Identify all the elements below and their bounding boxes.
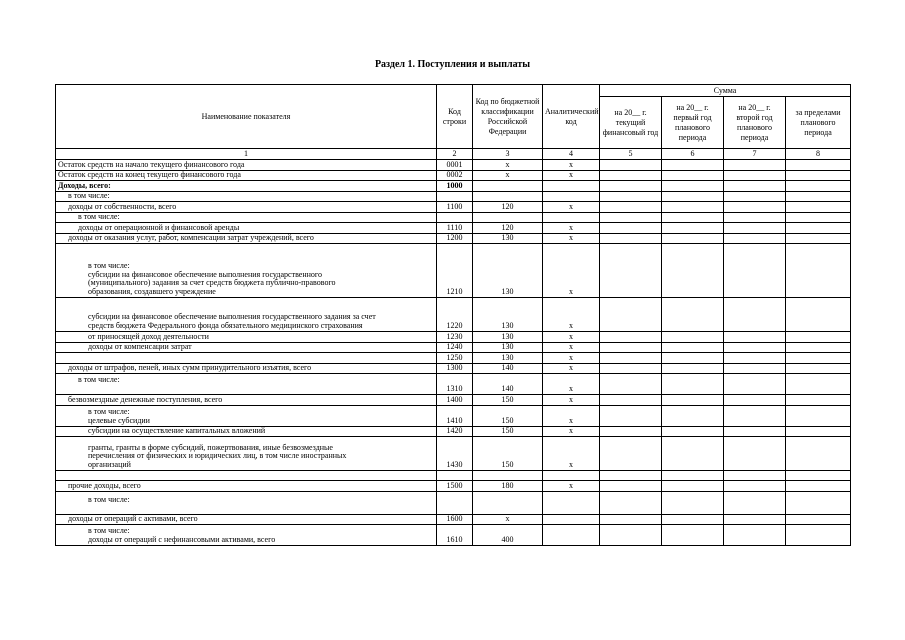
indicator-name [56, 298, 437, 332]
header-row-code: Код строки [437, 85, 473, 149]
table-row [56, 363, 851, 374]
amount-cell-col6[interactable] [662, 212, 724, 223]
indicator-name [56, 202, 437, 213]
indicator-name-line [78, 385, 434, 394]
row-code: 1200 [437, 233, 473, 244]
amount-cell-col7[interactable] [724, 298, 786, 332]
row-code: 1210 [437, 244, 473, 298]
table-row [56, 342, 851, 353]
amount-cell-col6[interactable] [662, 471, 724, 481]
table-row [56, 471, 851, 481]
amount-cell-col6[interactable] [662, 223, 724, 234]
budget-class-code: 140 [473, 374, 543, 395]
table-row [56, 353, 851, 364]
budget-class-code: 120 [473, 223, 543, 234]
amount-cell-col5[interactable] [600, 298, 662, 332]
table-row [56, 191, 851, 202]
indicator-name-line: от приносящей доход деятельности [88, 331, 209, 341]
amount-cell-col5[interactable] [600, 223, 662, 234]
row-code: 1100 [437, 202, 473, 213]
amount-cell-col8[interactable] [786, 514, 851, 525]
table-row [56, 202, 851, 213]
amount-cell-col5[interactable] [600, 170, 662, 181]
amount-cell-col8[interactable] [786, 244, 851, 298]
budget-class-code: x [473, 514, 543, 525]
amount-cell-col5[interactable] [600, 426, 662, 437]
amount-cell-col8[interactable] [786, 525, 851, 546]
budget-class-code: 140 [473, 363, 543, 374]
table-row [56, 212, 851, 223]
analytic-code [543, 514, 600, 525]
amount-cell-col7[interactable] [724, 223, 786, 234]
amount-cell-col6[interactable] [662, 437, 724, 471]
row-code: 1250 [437, 353, 473, 364]
indicator-name-line: прочие доходы, всего [68, 480, 141, 490]
amount-cell-col8[interactable] [786, 298, 851, 332]
indicator-name [56, 212, 437, 223]
amount-cell-col6[interactable] [662, 426, 724, 437]
analytic-code: x [543, 481, 600, 492]
amount-cell-col5[interactable] [600, 244, 662, 298]
amount-cell-col6[interactable] [662, 491, 724, 514]
row-code: 1410 [437, 405, 473, 426]
amount-cell-col8[interactable] [786, 342, 851, 353]
budget-class-code: 150 [473, 426, 543, 437]
amount-cell-col8[interactable] [786, 363, 851, 374]
colnum: 2 [437, 149, 473, 160]
amount-cell-col8[interactable] [786, 405, 851, 426]
analytic-code: x [543, 342, 600, 353]
amount-cell-col8[interactable] [786, 353, 851, 364]
amount-cell-col6[interactable] [662, 202, 724, 213]
indicator-name-line: доходы от штрафов, пеней, иных сумм принудительного изъятия, всего [68, 363, 312, 373]
row-code [437, 212, 473, 223]
amount-cell-col6[interactable] [662, 481, 724, 492]
amount-cell-col7[interactable] [724, 363, 786, 374]
indicator-name [56, 223, 437, 234]
analytic-code [543, 191, 600, 202]
indicator-name-line: доходы от оказания услуг, работ, компенсации затрат учреждений, всего [68, 233, 314, 243]
table-row [56, 481, 851, 492]
amount-cell-col8[interactable] [786, 233, 851, 244]
row-code: 1300 [437, 363, 473, 374]
indicator-name [56, 342, 437, 353]
amount-cell-col7[interactable] [724, 181, 786, 192]
amount-cell-col7[interactable] [724, 437, 786, 471]
amount-cell-col8[interactable] [786, 160, 851, 171]
indicator-name-line: целевые субсидии [88, 415, 150, 425]
analytic-code: x [543, 363, 600, 374]
table-row [56, 298, 851, 332]
amount-cell-col5[interactable] [600, 212, 662, 223]
indicator-name [56, 191, 437, 202]
indicator-name [56, 437, 437, 471]
colnum: 8 [786, 149, 851, 160]
budget-class-code: 150 [473, 437, 543, 471]
amount-cell-col5[interactable] [600, 332, 662, 343]
row-code: 1110 [437, 223, 473, 234]
amount-cell-col8[interactable] [786, 191, 851, 202]
analytic-code: x [543, 233, 600, 244]
amount-cell-col6[interactable] [662, 244, 724, 298]
amount-cell-col5[interactable] [600, 491, 662, 514]
indicator-name-line: субсидии на осуществление капитальных вложений [88, 426, 266, 436]
amount-cell-col8[interactable] [786, 395, 851, 406]
indicator-name-line: Остаток средств на конец текущего финансового года [58, 170, 241, 180]
amount-cell-col7[interactable] [724, 395, 786, 406]
analytic-code: x [543, 298, 600, 332]
row-code [437, 491, 473, 514]
budget-class-code [473, 491, 543, 514]
analytic-code: x [543, 332, 600, 343]
indicator-name [56, 525, 437, 546]
amount-cell-col6[interactable] [662, 342, 724, 353]
indicator-name-line: доходы от операций с активами, всего [68, 514, 198, 524]
receipts-payments-table [55, 84, 851, 546]
budget-class-code: 180 [473, 481, 543, 492]
table-row [56, 437, 851, 471]
amount-cell-col5[interactable] [600, 233, 662, 244]
budget-class-code: 400 [473, 525, 543, 546]
header-amount: Сумма [600, 85, 851, 97]
amount-cell-col6[interactable] [662, 191, 724, 202]
analytic-code: x [543, 374, 600, 395]
indicator-name [56, 353, 437, 364]
analytic-code: x [543, 160, 600, 171]
analytic-code: x [543, 202, 600, 213]
amount-cell-col8[interactable] [786, 212, 851, 223]
analytic-code: x [543, 426, 600, 437]
indicator-name-line: субсидии на финансовое обеспечение выполнения государственного [88, 269, 323, 279]
row-code: 1500 [437, 481, 473, 492]
amount-cell-col5[interactable] [600, 405, 662, 426]
budget-class-code: 130 [473, 298, 543, 332]
colnum: 7 [724, 149, 786, 160]
amount-cell-col8[interactable] [786, 471, 851, 481]
table-row [56, 405, 851, 426]
amount-cell-col8[interactable] [786, 223, 851, 234]
amount-cell-col7[interactable] [724, 202, 786, 213]
table-row [56, 395, 851, 406]
amount-cell-col7[interactable] [724, 191, 786, 202]
header-col8: за пределами планового периода [786, 97, 851, 149]
amount-cell-col5[interactable] [600, 437, 662, 471]
indicator-name-line: гранты, гранты в форме субсидий, пожертвования, иные безвозмездные [88, 442, 333, 452]
table-row [56, 233, 851, 244]
amount-cell-col6[interactable] [662, 374, 724, 395]
table-row [56, 181, 851, 192]
budget-class-code [473, 212, 543, 223]
amount-cell-col5[interactable] [600, 191, 662, 202]
indicator-name-line [88, 354, 434, 363]
indicator-name-line: образования, создавшего учреждение [88, 287, 216, 297]
amount-cell-col5[interactable] [600, 395, 662, 406]
indicator-name [56, 233, 437, 244]
row-code: 1400 [437, 395, 473, 406]
table-row [56, 426, 851, 437]
indicator-name-line: безвозмездные денежные поступления, всего [68, 394, 223, 404]
budget-class-code: 130 [473, 233, 543, 244]
indicator-name [56, 514, 437, 525]
amount-cell-col6[interactable] [662, 405, 724, 426]
amount-cell-col6[interactable] [662, 525, 724, 546]
amount-cell-col7[interactable] [724, 332, 786, 343]
colnum: 4 [543, 149, 600, 160]
indicator-name [56, 244, 437, 298]
row-code: 1610 [437, 525, 473, 546]
amount-cell-col6[interactable] [662, 332, 724, 343]
amount-cell-col7[interactable] [724, 525, 786, 546]
amount-cell-col8[interactable] [786, 437, 851, 471]
indicator-name-line: в том числе: [88, 406, 130, 416]
amount-cell-col7[interactable] [724, 405, 786, 426]
analytic-code: x [543, 223, 600, 234]
header-analytic-code: Аналитический код [543, 85, 600, 149]
colnum: 6 [662, 149, 724, 160]
indicator-name-line: перечисления от физических и юридических лиц, в том числе иностранных [88, 451, 347, 461]
row-code: 1230 [437, 332, 473, 343]
budget-class-code: 130 [473, 342, 543, 353]
amount-cell-col7[interactable] [724, 374, 786, 395]
row-code: 0001 [437, 160, 473, 171]
amount-cell-col5[interactable] [600, 181, 662, 192]
amount-cell-col7[interactable] [724, 212, 786, 223]
amount-cell-col7[interactable] [724, 481, 786, 492]
amount-cell-col5[interactable] [600, 514, 662, 525]
table-row [56, 525, 851, 546]
analytic-code: x [543, 244, 600, 298]
amount-cell-col5[interactable] [600, 342, 662, 353]
indicator-name-line: доходы от операционной и финансовой аренды [78, 222, 240, 232]
amount-cell-col6[interactable] [662, 170, 724, 181]
amount-cell-col7[interactable] [724, 342, 786, 353]
indicator-name [56, 395, 437, 406]
table-row [56, 170, 851, 181]
amount-cell-col7[interactable] [724, 353, 786, 364]
row-code [437, 191, 473, 202]
indicator-name [56, 332, 437, 343]
header-name: Наименование показателя [56, 85, 437, 149]
indicator-name-line: (муниципального) задания за счет средств бюджета публично-правового [88, 278, 336, 288]
amount-cell-col6[interactable] [662, 363, 724, 374]
amount-cell-col8[interactable] [786, 332, 851, 343]
amount-cell-col8[interactable] [786, 181, 851, 192]
table-row [56, 491, 851, 514]
colnum: 5 [600, 149, 662, 160]
budget-class-code: x [473, 160, 543, 171]
budget-class-code: 130 [473, 332, 543, 343]
indicator-name-line: организаций [88, 460, 131, 470]
analytic-code: x [543, 437, 600, 471]
colnum: 3 [473, 149, 543, 160]
indicator-name-line: доходы от операций с нефинансовыми активами, всего [88, 535, 276, 545]
analytic-code [543, 212, 600, 223]
amount-cell-col6[interactable] [662, 298, 724, 332]
indicator-name-line: в том числе: [78, 375, 120, 385]
indicator-name [56, 405, 437, 426]
budget-class-code: 130 [473, 244, 543, 298]
amount-cell-col6[interactable] [662, 514, 724, 525]
row-code [437, 471, 473, 481]
budget-class-code: 150 [473, 405, 543, 426]
row-code: 1600 [437, 514, 473, 525]
analytic-code [543, 525, 600, 546]
amount-cell-col6[interactable] [662, 395, 724, 406]
amount-cell-col5[interactable] [600, 363, 662, 374]
amount-cell-col5[interactable] [600, 353, 662, 364]
indicator-name-line: доходы от компенсации затрат [88, 342, 192, 352]
amount-cell-col7[interactable] [724, 491, 786, 514]
indicator-name [56, 481, 437, 492]
amount-cell-col5[interactable] [600, 160, 662, 171]
indicator-name-line: в том числе: [68, 191, 110, 201]
row-code: 1000 [437, 181, 473, 192]
indicator-name [56, 181, 437, 192]
amount-cell-col8[interactable] [786, 481, 851, 492]
amount-cell-col6[interactable] [662, 353, 724, 364]
amount-cell-col7[interactable] [724, 170, 786, 181]
amount-cell-col6[interactable] [662, 181, 724, 192]
header-budget-code: Код по бюджетной классификации Российской Федерации [473, 85, 543, 149]
budget-class-code: 120 [473, 202, 543, 213]
analytic-code [543, 181, 600, 192]
amount-cell-col7[interactable] [724, 160, 786, 171]
indicator-name [56, 160, 437, 171]
analytic-code: x [543, 353, 600, 364]
indicator-name-line: Доходы, всего: [58, 180, 111, 190]
table-row [56, 332, 851, 343]
table-row [56, 160, 851, 171]
analytic-code: x [543, 405, 600, 426]
table-row [56, 514, 851, 525]
budget-class-code [473, 191, 543, 202]
amount-cell-col8[interactable] [786, 491, 851, 514]
table-row [56, 223, 851, 234]
indicator-name [56, 170, 437, 181]
amount-cell-col6[interactable] [662, 160, 724, 171]
indicator-name [56, 471, 437, 481]
indicator-name-line [58, 471, 434, 480]
column-numbers-row [56, 149, 851, 160]
analytic-code: x [543, 170, 600, 181]
indicator-name-line: в том числе: [88, 526, 130, 536]
amount-cell-col8[interactable] [786, 170, 851, 181]
budget-class-code [473, 471, 543, 481]
table-row [56, 244, 851, 298]
budget-class-code: 130 [473, 353, 543, 364]
indicator-name-line: в том числе: [88, 260, 130, 270]
indicator-name [56, 374, 437, 395]
amount-cell-col5[interactable] [600, 471, 662, 481]
amount-cell-col8[interactable] [786, 374, 851, 395]
indicator-name-line: в том числе: [88, 494, 130, 504]
amount-cell-col8[interactable] [786, 426, 851, 437]
budget-class-code: 150 [473, 395, 543, 406]
header-col5: на 20__ г. текущий финансовый год [600, 97, 662, 149]
amount-cell-col7[interactable] [724, 244, 786, 298]
row-code: 1420 [437, 426, 473, 437]
header-col7: на 20__ г. второй год планового периода [724, 97, 786, 149]
analytic-code: x [543, 395, 600, 406]
amount-cell-col5[interactable] [600, 525, 662, 546]
amount-cell-col6[interactable] [662, 233, 724, 244]
amount-cell-col7[interactable] [724, 514, 786, 525]
amount-cell-col5[interactable] [600, 481, 662, 492]
amount-cell-col7[interactable] [724, 233, 786, 244]
row-code: 1240 [437, 342, 473, 353]
row-code: 0002 [437, 170, 473, 181]
table-row [56, 374, 851, 395]
row-code: 1220 [437, 298, 473, 332]
section-title: Раздел 1. Поступления и выплаты [374, 59, 531, 70]
budget-class-code [473, 181, 543, 192]
indicator-name-line: Остаток средств на начало текущего финансового года [58, 159, 245, 169]
colnum: 1 [56, 149, 437, 160]
amount-cell-col7[interactable] [724, 426, 786, 437]
budget-class-code: x [473, 170, 543, 181]
indicator-name-line: в том числе: [78, 212, 120, 222]
indicator-name [56, 363, 437, 374]
indicator-name-line: доходы от собственности, всего [68, 201, 177, 211]
header-col6: на 20__ г. первый год планового периода [662, 97, 724, 149]
amount-cell-col5[interactable] [600, 374, 662, 395]
amount-cell-col5[interactable] [600, 202, 662, 213]
analytic-code [543, 471, 600, 481]
indicator-name [56, 491, 437, 514]
row-code: 1430 [437, 437, 473, 471]
row-code: 1310 [437, 374, 473, 395]
amount-cell-col8[interactable] [786, 202, 851, 213]
analytic-code [543, 491, 600, 514]
indicator-name-line [88, 505, 434, 514]
indicator-name-line: средств бюджета Федерального фонда обязательного медицинского страхования [88, 321, 363, 331]
indicator-name [56, 426, 437, 437]
indicator-name-line: субсидии на финансовое обеспечение выполнения государственного задания за счет [88, 312, 376, 322]
amount-cell-col7[interactable] [724, 471, 786, 481]
